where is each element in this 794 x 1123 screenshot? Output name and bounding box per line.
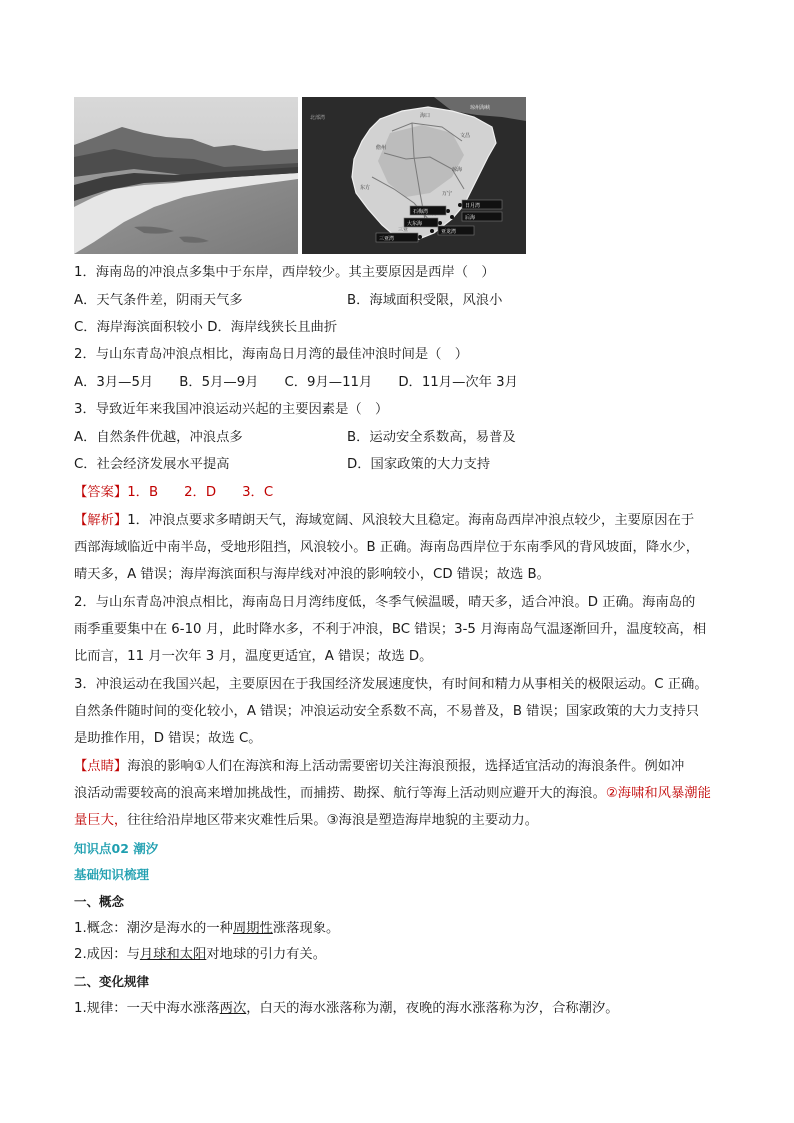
concept2-post: 对地球的引力有关。 [206, 947, 327, 962]
callout-sanyawan: 三亚湾 [379, 236, 395, 242]
concept1-pre: 1.概念：潮汐是海水的一种 [74, 921, 233, 936]
q2-option-c[interactable]: C．9月—11月 [284, 375, 373, 390]
analysis-p3-line1: 3．冲浪运动在我国兴起，主要原因在于我国经济发展速度快，有时间和精力从事相关的极限运动。C 正确。 [74, 677, 708, 692]
hainan-map-image [302, 97, 526, 254]
analysis-p2-line2: 雨季重要集中在 6-10 月，此时降水多，不利于冲浪，BC 错误；3-5 月海南岛气温逐渐回升，温度较高，相 [74, 622, 707, 637]
callout-shimeiwan: 石梅湾 [413, 209, 429, 215]
map-label-sanya: 三亚 [398, 227, 409, 233]
answer-tag: 【答案】 [74, 485, 128, 500]
rule-line1 [74, 1000, 619, 1018]
q1-options-cd [74, 319, 337, 337]
analysis-tag: 【解析】 [74, 513, 128, 528]
rule1-underlined: 两次 [219, 1001, 247, 1016]
answer-1: 1．B [127, 485, 159, 500]
q3-option-b[interactable]: B．运动安全系数高，易普及 [347, 430, 516, 445]
analysis-p1-line1 [74, 512, 694, 530]
answer-2: 2．D [184, 485, 217, 500]
map-label-dongfang: 东方 [360, 185, 371, 191]
section-subtitle: 基础知识梳理 [74, 867, 150, 882]
analysis-p2-line1: 2．与山东青岛冲浪点相比，海南岛日月湾纬度低，冬季气候温暖，晴天多，适合冲浪。D 正确。海南岛的 [74, 595, 696, 610]
analysis-p3-line2: 自然条件随时间的变化较小，A 错误；冲浪运动安全系数不高，不易普及，B 错误；国家政策的大力支持只 [74, 704, 700, 719]
callout-yalongwan: 亚龙湾 [441, 229, 457, 235]
map-label-beibuwan: 北部湾 [310, 115, 326, 121]
q2-option-b[interactable]: B．5月—9月 [179, 375, 259, 390]
tip-text2-red: ②海啸和风暴潮能 [605, 786, 711, 801]
q2-option-d[interactable]: D．11月—次年 3月 [398, 375, 518, 390]
q1-option-c[interactable]: C．海岸海滨面积较小 [74, 320, 203, 335]
callout-riyuewan: 日月湾 [465, 203, 481, 209]
map-label-wenchang: 文昌 [460, 133, 471, 139]
heading-rules: 二、变化规律 [74, 974, 150, 989]
callout-houhai: 后海 [465, 215, 476, 221]
concept2-pre: 2.成因：与 [74, 947, 140, 962]
tip-line3 [74, 812, 538, 830]
analysis-p3-line3: 是助推作用，D 错误；故选 C。 [74, 731, 262, 746]
analysis-p1-line3: 晴天多，A 错误；海岸海滨面积与海岸线对冲浪的影响较小，CD 错误；故选 B。 [74, 567, 550, 582]
tip-text3-red: 量巨大， [74, 813, 128, 828]
tip-line2 [74, 785, 711, 803]
rule1-pre: 1.规律：一天中海水涨落 [74, 1001, 220, 1016]
concept1-post: 涨落现象。 [272, 921, 340, 936]
analysis-p1-text1: 1．冲浪点要求多晴朗天气，海域宽阔、风浪较大且稳定。海南岛西岸冲浪点较少，主要原因在于 [127, 513, 695, 528]
map-label-qionghai: 琼海 [452, 167, 463, 173]
q3-option-d[interactable]: D．国家政策的大力支持 [347, 457, 491, 472]
concept-line2 [74, 946, 326, 964]
q3-option-a[interactable]: A．自然条件优越，冲浪点多 [74, 430, 243, 445]
q3-options-ab [74, 429, 516, 447]
callout-dadonghai: 大东海 [407, 221, 423, 227]
q3-stem: 3．导致近年来我国冲浪运动兴起的主要因素是（ ） [74, 402, 389, 417]
q2-stem: 2．与山东青岛冲浪点相比，海南岛日月湾的最佳冲浪时间是（ ） [74, 347, 469, 362]
map-label-wanning: 万宁 [442, 191, 453, 197]
answer-3: 3．C [242, 485, 274, 500]
map-label-danzhou: 儋州 [376, 145, 387, 151]
q3-options-cd [74, 456, 491, 474]
q1-option-d[interactable]: D．海岸线狭长且曲折 [207, 320, 338, 335]
map-label-haikou: 海口 [420, 113, 431, 119]
rule1-post: ，白天的海水涨落称为潮，夜晚的海水涨落称为汐，合称潮汐。 [246, 1001, 619, 1016]
heading-concept: 一、概念 [74, 894, 125, 909]
tip-tag: 【点睛】 [74, 759, 128, 774]
q2-options [74, 374, 518, 392]
concept1-underlined: 周期性 [232, 921, 273, 936]
tip-text2: 浪活动需要较高的浪高来增加挑战性，而捕捞、勘探、航行等海上活动则应避开大的海浪。 [74, 786, 606, 801]
q1-stem: 1．海南岛的冲浪点多集中于东岸，西岸较少。其主要原因是西岸（ ） [74, 265, 495, 280]
concept-line1 [74, 920, 339, 938]
answer-line [74, 484, 273, 502]
map-label-qiongzhou-strait: 琼州海峡 [470, 105, 491, 111]
section-title: 知识点02 潮汐 [74, 841, 159, 856]
coast-photo [74, 97, 298, 254]
q2-option-a[interactable]: A．3月—5月 [74, 375, 154, 390]
tip-text3: 往往给沿岸地区带来灾难性后果。③海浪是塑造海岸地貌的主要动力。 [127, 813, 539, 828]
coast-photo-image [74, 97, 298, 254]
concept2-underlined: 月球和太阳 [139, 947, 207, 962]
tip-text1: 海浪的影响①人们在海滨和海上活动需要密切关注海浪预报，选择适宜活动的海浪条件。例如冲 [127, 759, 685, 774]
q1-option-a[interactable]: A．天气条件差，阴雨天气多 [74, 293, 243, 308]
analysis-p1-line2: 西部海域临近中南半岛，受地形阻挡，风浪较小。B 正确。海南岛西岸位于东南季风的背风坡面，降水少， [74, 540, 700, 555]
q1-options-ab [74, 292, 503, 310]
hainan-map [302, 97, 526, 254]
tip-line1 [74, 758, 684, 776]
analysis-p2-line3: 比而言，11 月一次年 3 月，温度更适宜，A 错误；故选 D。 [74, 649, 433, 664]
q3-option-c[interactable]: C．社会经济发展水平提高 [74, 457, 230, 472]
q1-option-b[interactable]: B．海域面积受限，风浪小 [347, 293, 503, 308]
